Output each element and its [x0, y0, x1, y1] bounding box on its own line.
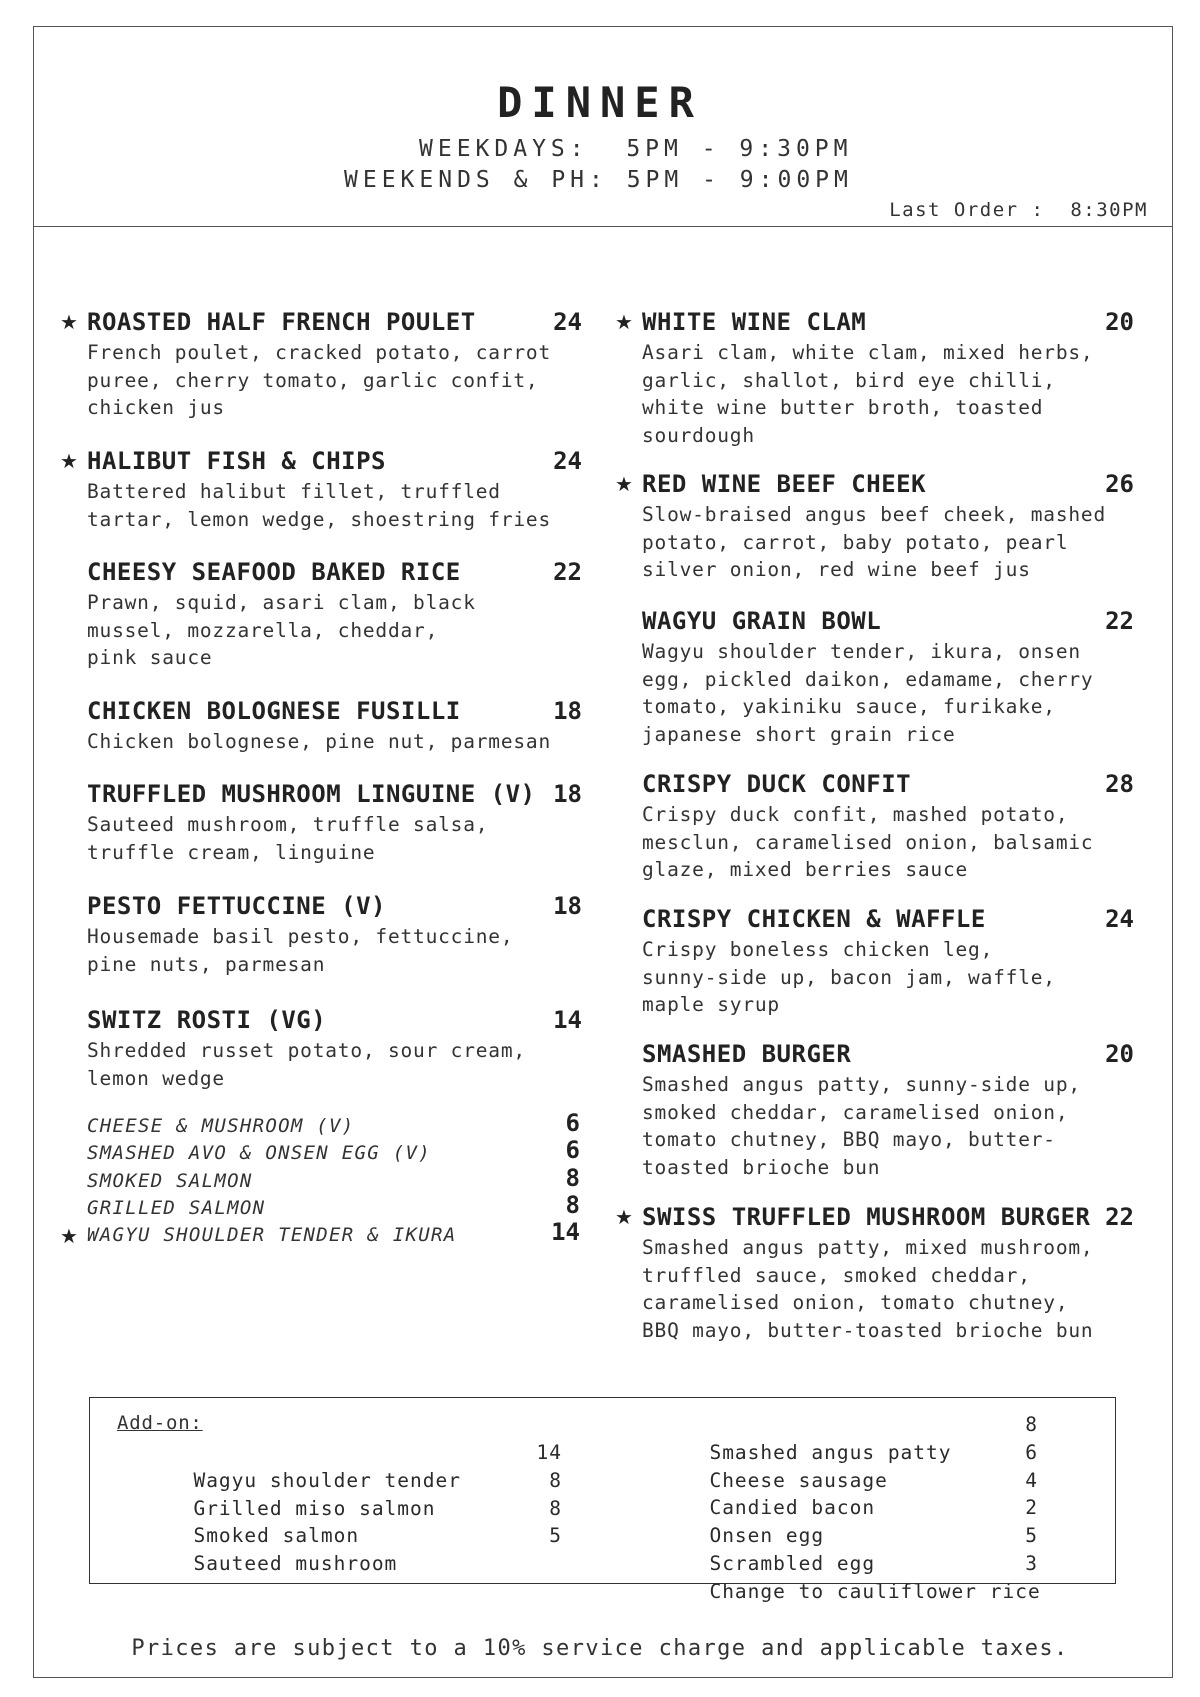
topping-price: 6 — [565, 1136, 580, 1165]
addon-box — [89, 1397, 1116, 1603]
addon-price: 8 — [1025, 1413, 1038, 1436]
list-item — [633, 1439, 1085, 1492]
item-price: 28 — [1105, 770, 1134, 798]
star-icon: ★ — [60, 310, 78, 334]
list-item — [633, 1411, 1085, 1464]
item-price: 22 — [553, 558, 582, 586]
item-price: 24 — [553, 447, 582, 475]
list-item — [87, 1136, 582, 1167]
menu-item — [87, 696, 582, 756]
item-name: CRISPY DUCK CONFIT — [642, 770, 912, 798]
item-description: Asari clam, white clam, mixed herbs, garlic, shallot, bird eye chilli, white wine butter broth, toasted sourdough — [642, 341, 1094, 447]
menu-item — [642, 1039, 1134, 1181]
addon-price: 8 — [549, 1468, 562, 1492]
item-price: 20 — [1105, 1040, 1134, 1068]
addon-name: Grilled miso salmon — [193, 1496, 436, 1520]
addon-price: 3 — [1025, 1551, 1038, 1575]
item-price: 14 — [553, 1006, 582, 1034]
weekend-hours: WEEKENDS & PH: 5PM - 9:00PM — [344, 167, 853, 193]
item-name: CHEESY SEAFOOD BAKED RICE — [87, 558, 461, 586]
list-item — [633, 1550, 1085, 1603]
item-name: CHICKEN BOLOGNESE FUSILLI — [87, 697, 461, 725]
rosti-topping-list — [60, 1109, 582, 1249]
topping-price: 8 — [565, 1163, 580, 1192]
menu-item — [615, 307, 1134, 449]
item-name: SMASHED BURGER — [642, 1040, 852, 1068]
last-order-time: Last Order : 8:30PM — [889, 199, 1148, 221]
addon-price: 6 — [1025, 1440, 1038, 1464]
item-description: Smashed angus patty, sunny-side up, smoked cheddar, caramelised onion, tomato chutney, BBQ mayo, butter- toasted brioche bun — [642, 1073, 1081, 1179]
topping-name: GRILLED SALMON — [87, 1196, 266, 1219]
addon-name: Smashed angus patty — [709, 1440, 952, 1464]
item-price: 24 — [1105, 905, 1134, 933]
menu-item — [87, 557, 582, 672]
item-price: 24 — [553, 308, 582, 336]
item-description: Crispy boneless chicken leg, sunny-side up, bacon jam, waffle, maple syrup — [642, 938, 1056, 1016]
item-price: 18 — [553, 780, 582, 808]
list-item — [633, 1522, 1085, 1575]
topping-price: 8 — [565, 1190, 580, 1219]
list-item — [633, 1494, 1085, 1548]
menu-item — [642, 904, 1134, 1019]
item-description: Wagyu shoulder tender, ikura, onsen egg, pickled daikon, edamame, cherry tomato, yakiniku sauce, furikake, japanese short grain rice — [642, 640, 1094, 746]
item-price: 18 — [553, 892, 582, 920]
item-description: Crispy duck confit, mashed potato, mesclun, caramelised onion, balsamic glaze, mixed berries sauce — [642, 803, 1094, 881]
item-description: Battered halibut fillet, truffled tartar, lemon wedge, shoestring fries — [87, 480, 551, 531]
item-name: SWISS TRUFFLED MUSHROOM BURGER — [642, 1203, 1091, 1231]
addon-name: Smoked salmon — [193, 1524, 360, 1548]
addon-name: Cheese sausage — [709, 1468, 888, 1492]
item-name: WAGYU GRAIN BOWL — [642, 607, 882, 635]
menu-item — [87, 891, 582, 978]
star-icon: ★ — [615, 310, 633, 334]
item-name: TRUFFLED MUSHROOM LINGUINE (V) — [87, 780, 536, 808]
addon-name: Change to cauliflower rice — [709, 1579, 1041, 1603]
menu-item — [642, 606, 1134, 748]
menu-item — [642, 769, 1134, 884]
item-description: French poulet, cracked potato, carrot puree, cherry tomato, garlic confit, chicken jus — [87, 341, 551, 419]
item-name: WHITE WINE CLAM — [642, 308, 867, 336]
item-price: 18 — [553, 697, 582, 725]
list-item — [87, 1190, 582, 1222]
addon-price: 14 — [536, 1441, 562, 1464]
star-icon: ★ — [60, 1224, 78, 1249]
item-description: Shredded russet potato, sour cream, lemon wedge — [87, 1039, 526, 1090]
topping-price: 14 — [551, 1218, 580, 1247]
star-icon: ★ — [615, 472, 633, 496]
item-description: Housemade basil pesto, fettuccine, pine nuts, parmesan — [87, 925, 514, 976]
addon-name: Candied bacon — [709, 1496, 876, 1520]
addon-name: Onsen egg — [709, 1524, 825, 1548]
menu-item — [60, 446, 582, 533]
item-price: 22 — [1105, 1203, 1134, 1231]
topping-name: SMOKED SALMON — [87, 1169, 253, 1192]
item-price: 22 — [1105, 607, 1134, 635]
addon-price: 5 — [1025, 1524, 1038, 1548]
addon-price: 4 — [1025, 1468, 1038, 1492]
list-item — [117, 1495, 562, 1548]
item-name: CRISPY CHICKEN & WAFFLE — [642, 905, 986, 933]
list-item — [117, 1467, 562, 1520]
addon-heading: Add-on: — [117, 1412, 203, 1434]
item-description: Chicken bolognese, pine nut, parmesan — [87, 730, 551, 753]
addon-list-right — [633, 1411, 1085, 1603]
item-name: HALIBUT FISH & CHIPS — [87, 447, 386, 475]
item-description: Sauteed mushroom, truffle salsa, truffle cream, linguine — [87, 813, 489, 864]
list-item — [117, 1522, 562, 1576]
addon-name: Scrambled egg — [709, 1551, 876, 1575]
list-item — [87, 1109, 582, 1140]
menu-item — [87, 779, 582, 866]
service-charge-note: Prices are subject to a 10% service charge and applicable taxes. — [131, 1636, 1069, 1661]
item-name: RED WINE BEEF CHEEK — [642, 470, 927, 498]
item-price: 26 — [1105, 470, 1134, 498]
addon-price: 5 — [549, 1524, 562, 1548]
star-icon: ★ — [60, 449, 78, 473]
addon-name: Wagyu shoulder tender — [193, 1468, 461, 1492]
addon-price: 8 — [549, 1496, 562, 1520]
menu-item — [615, 469, 1134, 584]
menu-title: DINNER — [497, 78, 703, 127]
list-item — [60, 1218, 582, 1249]
menu-item — [87, 1005, 582, 1092]
addon-list-left — [117, 1439, 562, 1576]
item-description: Slow-braised angus beef cheek, mashed potato, carrot, baby potato, pearl silver onion, red wine beef jus — [642, 503, 1106, 581]
header-divider — [33, 226, 1173, 227]
star-icon: ★ — [615, 1205, 633, 1229]
item-name: SWITZ ROSTI (VG) — [87, 1006, 327, 1034]
topping-name: CHEESE & MUSHROOM (V) — [87, 1115, 355, 1137]
addon-price: 2 — [1025, 1496, 1038, 1520]
item-price: 20 — [1105, 308, 1134, 336]
item-description: Smashed angus patty, mixed mushroom, truffled sauce, smoked cheddar, caramelised onion, tomato chutney, BBQ mayo, butter-toasted brioche bun — [642, 1236, 1094, 1342]
topping-name: WAGYU SHOULDER TENDER & IKURA — [87, 1224, 457, 1247]
list-item — [117, 1439, 562, 1492]
weekday-hours: WEEKDAYS: 5PM - 9:30PM — [419, 136, 853, 162]
topping-name: SMASHED AVO & ONSEN EGG (V) — [87, 1142, 431, 1165]
item-name: PESTO FETTUCCINE (V) — [87, 892, 386, 920]
menu-item — [615, 1202, 1134, 1344]
item-name: ROASTED HALF FRENCH POULET — [87, 308, 476, 336]
item-description: Prawn, squid, asari clam, black mussel, mozzarella, cheddar, pink sauce — [87, 591, 476, 669]
topping-price: 6 — [565, 1109, 580, 1137]
list-item — [87, 1163, 582, 1195]
list-item — [633, 1467, 1085, 1520]
addon-name: Sauteed mushroom — [193, 1552, 398, 1576]
menu-item — [60, 307, 582, 422]
